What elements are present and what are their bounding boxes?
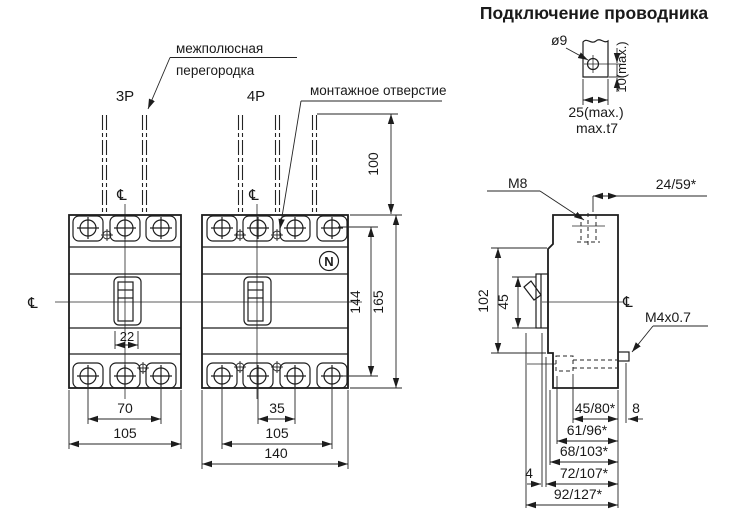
dim-handle-width: 22	[119, 329, 135, 344]
m8-hole-hidden	[572, 213, 605, 248]
centerline-symbol-side: ℄	[623, 293, 633, 311]
dim-height: 165	[370, 290, 386, 314]
interpole-partition-label-line2: перегородка	[176, 63, 255, 78]
terminal-pads-top-3p	[73, 216, 176, 241]
dim-partition-height: 100	[365, 152, 381, 176]
toggle-handle-3p[interactable]	[114, 277, 141, 325]
dim-front-height: 102	[475, 289, 491, 313]
dim-top-hole-offset: 24/59*	[655, 176, 697, 192]
terminal-pads-bottom-3p	[73, 363, 176, 388]
dim-depth-4: 72/107*	[559, 465, 609, 481]
callout-m4	[632, 309, 708, 352]
dim-depth-1: 45/80*	[574, 400, 616, 416]
dim-busbar-height: 10(max.)	[614, 41, 629, 93]
m4-screw-tip	[618, 352, 629, 361]
mounting-hole-label: монтажное отверстие	[310, 83, 447, 98]
dim-depth-2: 61/96*	[566, 422, 608, 438]
toggle-handle-side[interactable]	[524, 281, 541, 300]
handle-escutcheon	[536, 274, 548, 328]
label-4p: 4P	[246, 88, 266, 105]
centerline-symbol-3p: ℄	[117, 186, 127, 204]
toggle-handle-4p[interactable]	[244, 277, 271, 325]
neutral-mark-letter: N	[324, 254, 334, 269]
interpole-partitions	[103, 115, 317, 213]
dim-p4-span: 105	[265, 425, 289, 441]
callout-interpole-partition	[148, 41, 297, 109]
label-3p: 3P	[115, 88, 135, 105]
dim-p3-width: 105	[113, 425, 137, 441]
dim-depth-5: 92/127*	[553, 486, 603, 502]
busbar-plate	[583, 40, 608, 77]
dim-depth-3: 68/103*	[559, 443, 609, 459]
terminal-screw-hidden	[527, 356, 617, 371]
dim-hole-diameter: ø9	[551, 32, 568, 48]
dim-p4-width: 140	[264, 445, 288, 461]
breaker-side-body	[548, 215, 618, 388]
m8-label: M8	[508, 175, 528, 191]
interpole-partition-label-line1: межполюсная	[176, 41, 264, 56]
mounting-hole-bottom-3p	[137, 362, 149, 374]
callout-mounting-hole	[280, 83, 446, 229]
side-view	[524, 213, 633, 388]
dim-screw-protrusion: 8	[632, 400, 640, 416]
m4-label: M4x0.7	[645, 309, 691, 325]
centerline-symbol-left: ℄	[28, 294, 38, 312]
dim-screw-span: 144	[347, 290, 363, 314]
dim-handle-zone: 45	[495, 294, 511, 310]
side-dimension-lines	[491, 196, 707, 508]
dim-p4-pitch: 35	[269, 400, 285, 416]
dim-p3-pitch: 70	[117, 400, 133, 416]
callout-m8	[487, 175, 584, 220]
busbar-detail	[551, 32, 629, 136]
conductor-connection-title: Подключение проводника	[479, 3, 709, 23]
dim-busbar-width: 25(max.)	[568, 104, 624, 120]
front-view-3p	[69, 204, 181, 399]
dim-busbar-thickness: max.t7	[575, 120, 619, 136]
centerline-symbol-4p: ℄	[249, 186, 259, 204]
front-view-4p	[202, 204, 348, 399]
dim-step: 4	[525, 465, 533, 481]
